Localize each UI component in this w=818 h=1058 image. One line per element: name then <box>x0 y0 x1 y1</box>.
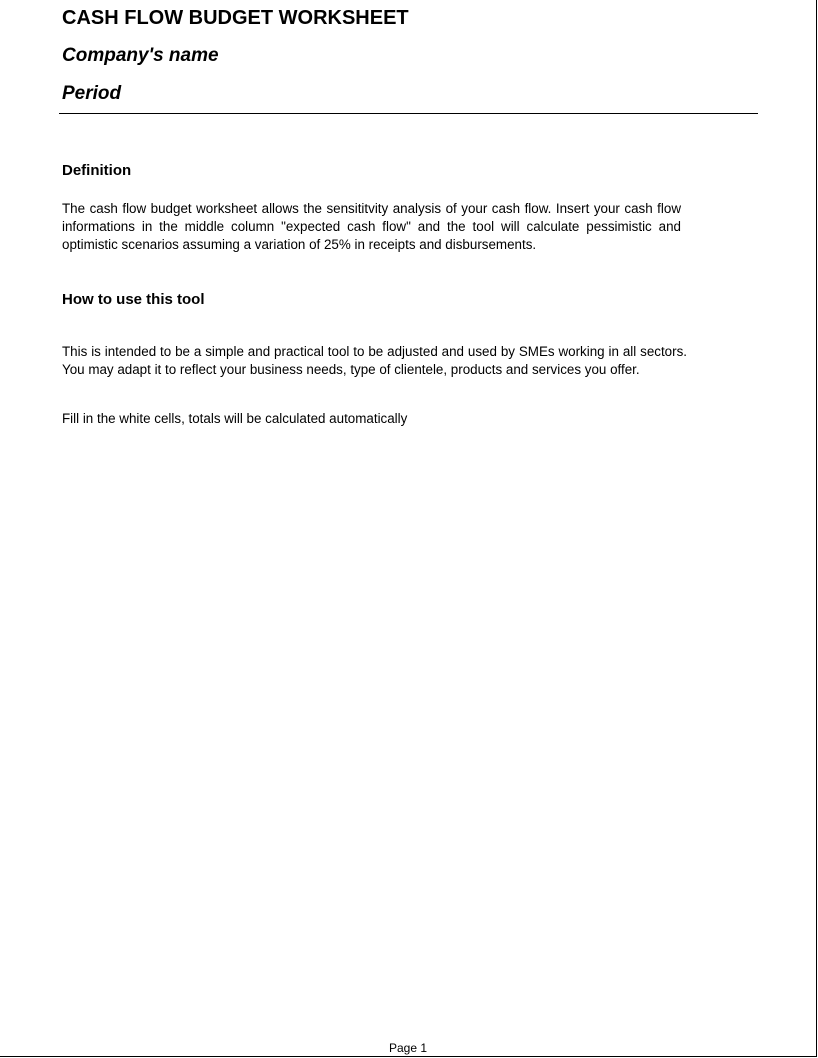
how-to-use-heading: How to use this tool <box>62 291 205 308</box>
period-label: Period <box>62 83 122 104</box>
company-name: Company's name <box>62 45 219 66</box>
header-divider <box>59 113 758 114</box>
page-number: Page 1 <box>388 1041 428 1055</box>
document-title: CASH FLOW BUDGET WORKSHEET <box>62 7 409 29</box>
how-to-use-text: This is intended to be a simple and practical tool to be adjusted and used by SMEs working in all sectors. You may adapt it to reflect your business needs, type of clientele, products and services you offer. <box>62 344 687 377</box>
fill-instructions: Fill in the white cells, totals will be calculated automatically <box>62 411 408 426</box>
definition-heading: Definition <box>62 162 132 179</box>
definition-text: The cash flow budget worksheet allows the sensititvity analysis of your cash flow. Insert your cash flow informations in the middle column "expected cash flow" and the tool will calculate pessimistic and optimistic scenarios assuming a variation of 25% in receipts and disbursements. <box>62 201 681 252</box>
